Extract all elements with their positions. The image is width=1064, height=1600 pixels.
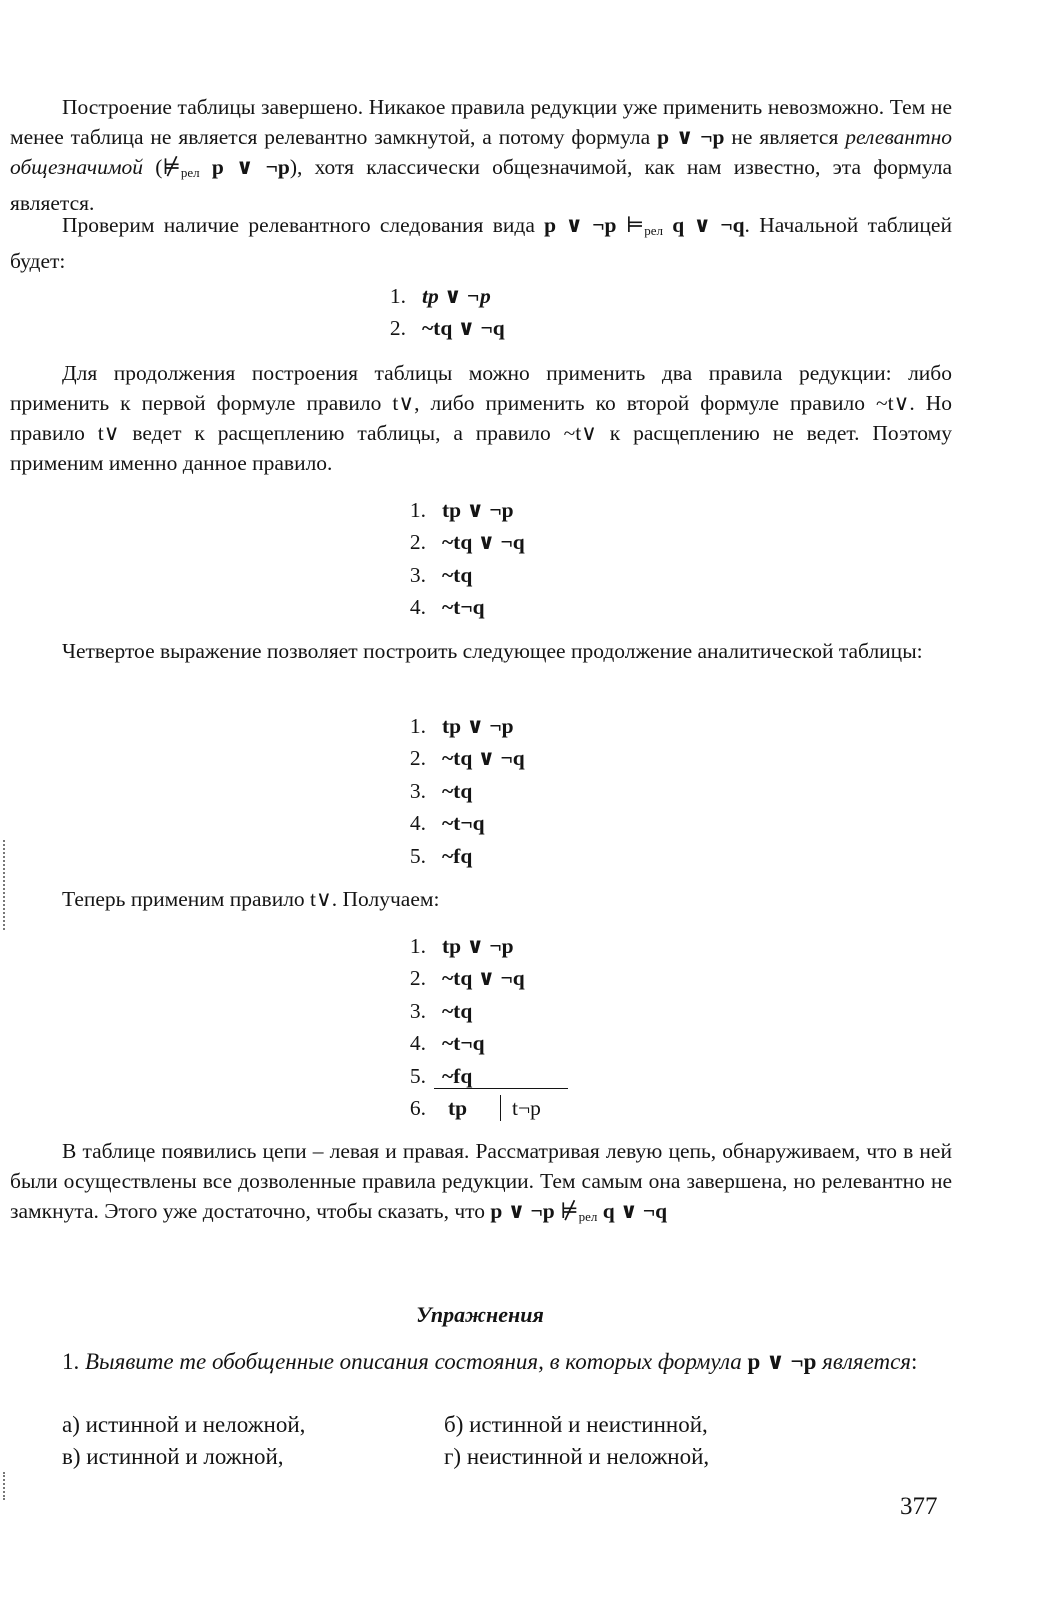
page-number: 377 <box>900 1493 938 1520</box>
paragraph-3: Для продолжения построения таблицы можно применить два правила редукции: либо применить к первой формуле правило t∨, либо применить ко второй формуле правило ~t∨. Но правило t∨ ведет к расщеплению таблицы, а правило ~t∨ к расщеплению не ведет. Поэтому применим именно данное правило. <box>10 361 952 475</box>
option-v: в) истинной и ложной, <box>62 1444 284 1469</box>
tableau-row: 3. ~tq <box>409 562 473 587</box>
tableau-row: 1. tp ∨ ¬p <box>409 934 514 958</box>
tableau-row: 5. ~fq <box>409 843 473 868</box>
tableau-2 <box>400 494 600 624</box>
tableau-row: 3. ~tq <box>409 778 473 803</box>
paragraph-2: Проверим наличие релевантного следования вида p ∨ ¬p $⊨_{рел}$ q ∨ ¬q. Начальной таблицей будет: <box>10 213 952 273</box>
tableau-1 <box>380 280 580 345</box>
left-branch: tp <box>448 1095 468 1120</box>
scan-margin-mark <box>3 840 8 930</box>
tableau-row: 1. tp ∨ ¬p <box>389 284 491 308</box>
paragraph-4: Четвертое выражение позволяет построить следующее продолжение аналитической таблицы: <box>62 639 923 663</box>
option-g: г) неистинной и неложной, <box>444 1444 710 1469</box>
tableau-row: 5. ~fq <box>409 1063 473 1088</box>
tableau-row: 2. ~tq ∨ ¬q <box>409 530 525 555</box>
tableau-row: 4. ~t¬q <box>409 595 485 620</box>
tableau-row: 2. ~tq ∨ ¬q <box>409 746 525 771</box>
scan-margin-mark <box>3 1472 8 1500</box>
tableau-row: 4. ~t¬q <box>409 1031 485 1056</box>
option-a: а) истинной и неложной, <box>62 1412 306 1437</box>
branch-line <box>434 1088 568 1089</box>
tableau-row: 4. ~t¬q <box>409 811 485 836</box>
exercise-1: 1. Выявите те обобщенные описания состояния, в которых формула p ∨ ¬p является: <box>62 1349 918 1374</box>
tableau-row: 3. ~tq <box>409 998 473 1023</box>
tableau-row: 2. ~tq ∨ ¬q <box>389 316 505 341</box>
tableau-split-row: 6. tp t¬p <box>400 1092 600 1124</box>
paragraph-1: Построение таблицы завершено. Никакое правила редукции уже применить невозможно. Тем не менее таблица не является релевантно замкнутой, а потому формула p ∨ ¬p не является релевантно общезначимой ($⊭_{рел}$ p ∨ ¬p), хотя классически общезначимой, как нам известно, эта формула является. <box>10 95 953 215</box>
paragraph-5: Теперь применим правило t∨. Получаем: <box>62 887 440 911</box>
tableau-row: 2. ~tq ∨ ¬q <box>409 966 525 991</box>
tableau-row: 1. tp ∨ ¬p <box>409 714 514 738</box>
branch-divider <box>500 1095 501 1121</box>
right-branch: t¬p <box>512 1095 541 1120</box>
italic-term: релевантно общезначимой <box>10 125 953 179</box>
option-b: б) истинной и неистинной, <box>444 1412 708 1437</box>
tableau-4 <box>400 930 600 1130</box>
formula: p ∨ ¬p <box>657 125 725 149</box>
section-heading: Упражнения <box>416 1302 544 1327</box>
tableau-3 <box>400 710 600 872</box>
paragraph-6: В таблице появились цепи – левая и правая. Рассматривая левую цепь, обнаруживаем, что в ней были осуществлены все дозволенные правила редукции. Тем самым она завершена, но релевантно не замкнута. Этого уже достаточно, чтобы сказать, что p ∨ ¬p $⊭_{рел}$ q ∨ ¬q <box>10 1139 952 1224</box>
tableau-row: 1. tp ∨ ¬p <box>409 498 514 522</box>
